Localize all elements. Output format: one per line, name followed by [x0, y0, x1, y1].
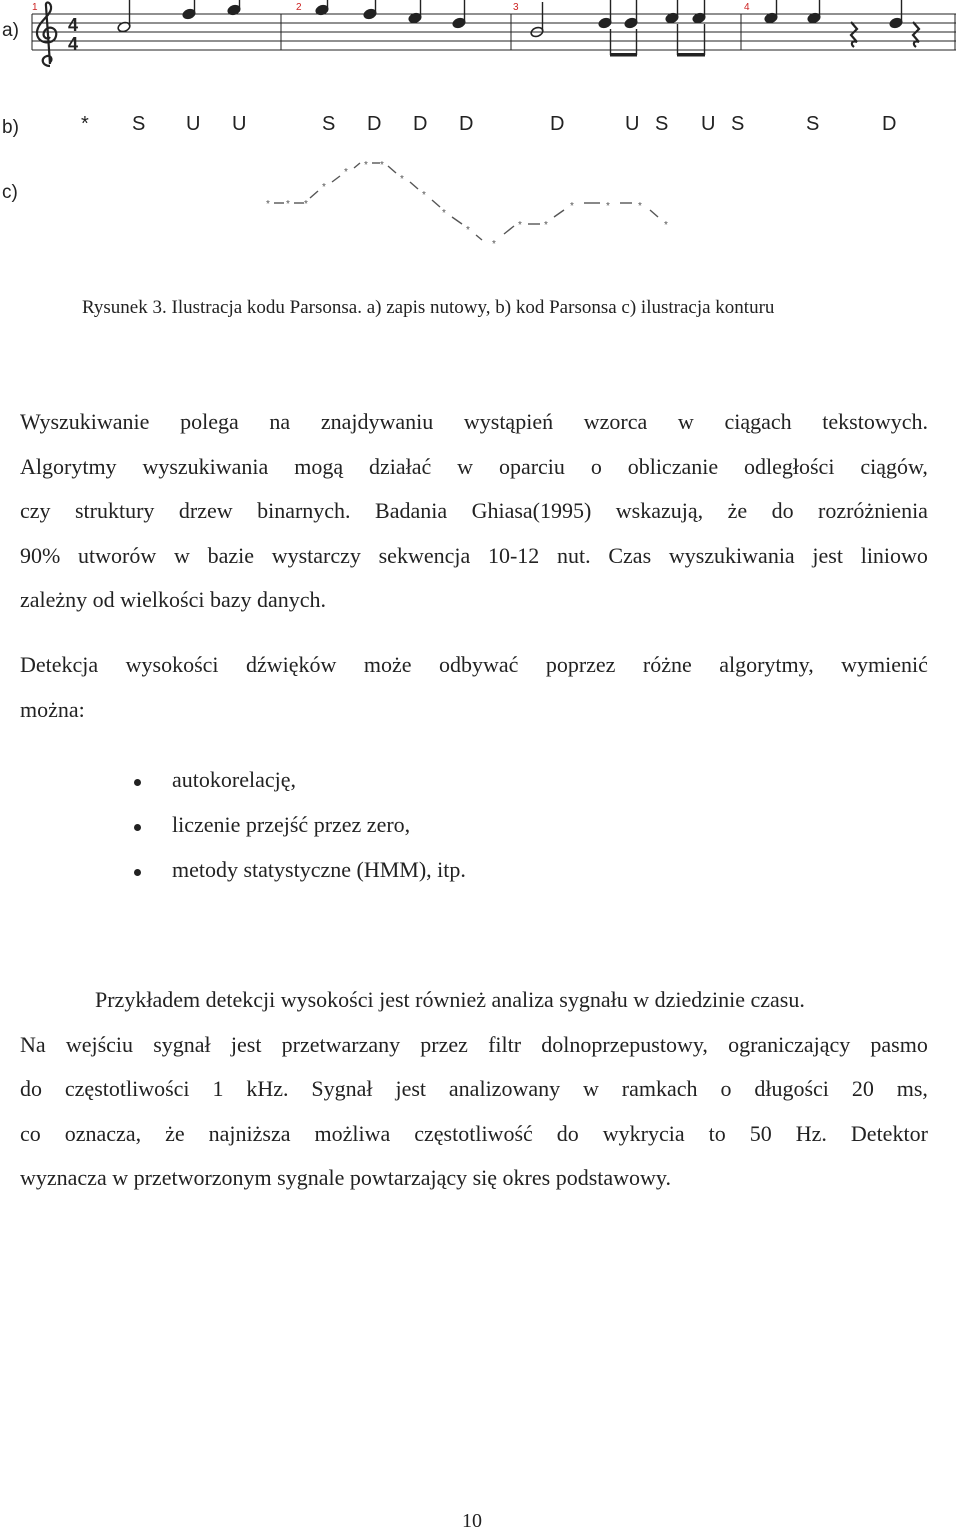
parsons-code-row — [0, 113, 960, 139]
quarter-rest-icon — [913, 22, 919, 47]
row-label-c: c) — [2, 182, 18, 203]
measure-number-4: 4 — [744, 2, 750, 13]
parsons-symbol: D — [413, 113, 428, 135]
time-signature-bottom: 4 — [68, 34, 79, 54]
row-label-b: b) — [2, 117, 19, 138]
music-staff — [28, 0, 960, 72]
paragraph-line: wyznacza w przetworzonym sygnale powtarzający się okres podstawowy. — [20, 1165, 671, 1190]
parsons-symbol: * — [81, 113, 89, 135]
measure-number-2: 2 — [296, 2, 302, 13]
contour-point: * — [422, 190, 426, 201]
contour-point: * — [286, 199, 290, 210]
parsons-symbol: D — [459, 113, 474, 135]
parsons-symbol: S — [731, 113, 745, 135]
paragraph-time-domain — [20, 978, 928, 1201]
parsons-symbol: S — [322, 113, 336, 135]
parsons-symbol: S — [806, 113, 820, 135]
time-signature-top: 4 — [68, 15, 79, 35]
paragraph-line: Wyszukiwanie polega na znajdywaniu wystąpień wzorca w ciągach tekstowych. — [20, 409, 928, 434]
contour-point: * — [492, 239, 496, 250]
contour-point: * — [570, 201, 574, 212]
paragraph-pitch-detection — [20, 643, 928, 732]
contour-point: * — [544, 220, 548, 231]
page-number: 10 — [462, 1510, 482, 1532]
beam — [677, 53, 705, 57]
parsons-symbol: D — [882, 113, 897, 135]
measure-number-3: 3 — [513, 2, 519, 13]
contour-point: * — [606, 201, 610, 212]
parsons-symbol: U — [186, 113, 201, 135]
row-label-a: a) — [2, 20, 19, 41]
parsons-symbol: U — [701, 113, 716, 135]
contour-point: * — [638, 201, 642, 212]
paragraph-search — [20, 400, 928, 623]
paragraph-line: co oznacza, że najniższa możliwa częstotliwość do wykrycia to 50 Hz. Detektor — [20, 1120, 928, 1146]
paragraph-line: można: — [20, 696, 85, 722]
bullet-icon — [134, 779, 141, 786]
bullet-icon — [134, 824, 141, 831]
contour-point: * — [344, 167, 348, 178]
parsons-symbol: U — [232, 113, 247, 135]
paragraph-line: Detekcja wysokości dźwięków może odbywać poprzez różne algorytmy, wymienić — [20, 652, 928, 677]
contour-point: * — [380, 160, 384, 171]
contour-point: * — [442, 208, 446, 219]
contour-point: * — [518, 220, 522, 231]
contour-point: * — [304, 199, 308, 210]
contour-point: * — [466, 225, 470, 236]
paragraph-line: Na wejściu sygnał jest przetwarzany przez filtr dolnoprzepustowy, ograniczający pasmo — [20, 1031, 928, 1057]
paragraph-line: Przykładem detekcji wysokości jest również analiza sygnału w dziedzinie czasu. — [95, 987, 805, 1012]
contour-point: * — [322, 182, 326, 193]
parsons-symbol: D — [367, 113, 382, 135]
paragraph-line: Algorytmy wyszukiwania mogą działać w oparciu o obliczanie odległości ciągów, — [20, 453, 928, 479]
bullet-icon — [134, 869, 141, 876]
contour-point: * — [266, 199, 270, 210]
parsons-symbol: D — [550, 113, 565, 135]
paragraph-line: do częstotliwości 1 kHz. Sygnał jest analizowany w ramkach o długości 20 ms, — [20, 1076, 928, 1101]
quarter-rest-icon — [851, 22, 857, 47]
contour-point: * — [364, 160, 368, 171]
parsons-symbol: S — [132, 113, 146, 135]
paragraph-line: zależny od wielkości bazy danych. — [20, 587, 327, 612]
beam — [610, 53, 637, 57]
figure-caption: Rysunek 3. Ilustracja kodu Parsonsa. a) zapis nutowy, b) kod Parsonsa c) ilustracja konturu — [82, 297, 775, 318]
measure-number-1: 1 — [32, 2, 38, 13]
paragraph-line: czy struktury drzew binarnych. Badania Ghiasa(1995) wskazują, że do rozróżnienia — [20, 498, 928, 523]
parsons-symbol: U — [625, 113, 640, 135]
parsons-symbol: S — [655, 113, 669, 135]
paragraph-line: 90% utworów w bazie wystarczy sekwencja 10-12 nut. Czas wyszukiwania jest liniowo — [20, 542, 928, 568]
contour-diagram — [260, 150, 690, 250]
contour-point: * — [664, 220, 668, 231]
contour-point: * — [400, 174, 404, 185]
treble-clef-icon — [37, 2, 56, 66]
